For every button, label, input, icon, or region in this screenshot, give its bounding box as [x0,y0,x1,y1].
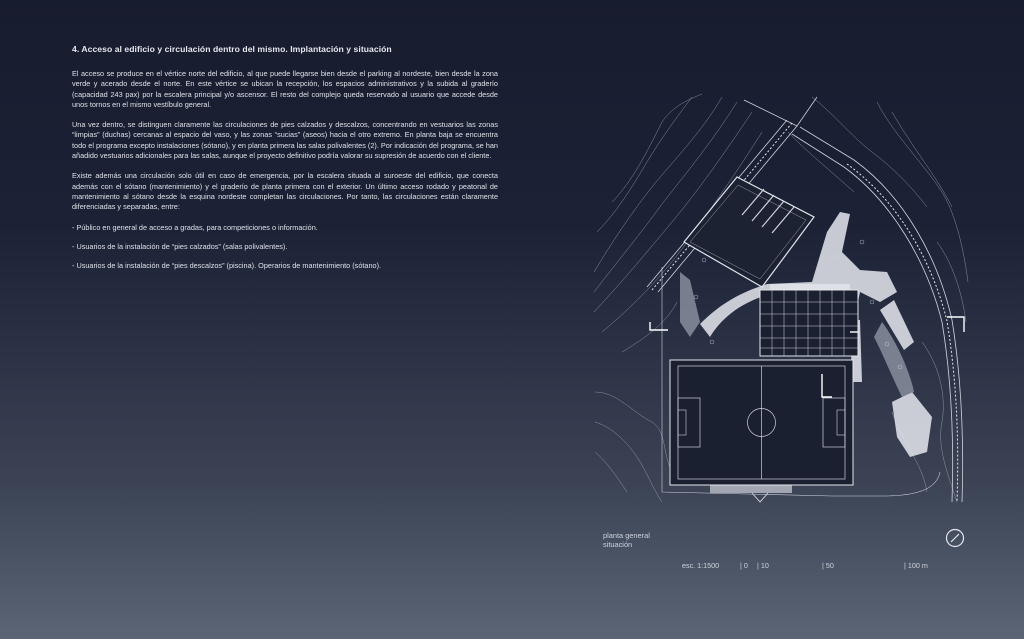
list-item-barefoot-users: - Usuarios de la instalación de “pies descalzos” (piscina). Operarios de mantenimiento (sótano). [72,261,382,271]
section-heading: 4. Acceso al edificio y circulación dentro del mismo. Implantación y situación [72,44,392,54]
paragraph-access: El acceso se produce en el vértice norte del edificio, al que puede llegarse bien desde el parking al nordeste, bien desde la zona verde y acerado desde el norte. En este vértice se ubican la recepción, los espacios administrativos y la subida al graderío (capacidad 243 pax) por la escalera principal y/o ascensor. El resto del complejo queda reservado al usuario que accede desde unos tornos en el mismo vestíbulo general. [72,69,498,109]
paragraph-emergency: Existe además una circulación solo útil en caso de emergencia, por la escalera situada al suroeste del edificio, que conecta además con el sótano (mantenimiento) y el graderío de planta primera con el exterior. Un último acceso rodado y peatonal de mantenimiento al sótano desde la esquina nordeste completan las circulaciones. Por tanto, las circulaciones están claramente diferenciadas y separadas, entre: [72,171,498,212]
north-arrow-icon [945,528,965,548]
football-field [670,360,853,502]
text-column [72,44,498,280]
scale-mark-100: | 100 m [904,561,928,570]
scale-mark-0: | 0 [740,561,748,570]
scale-mark-50: | 50 [822,561,834,570]
site-plan-drawing [592,92,970,512]
list-item-shod-users: - Usuarios de la instalación de “pies calzados” (salas polivalentes). [72,241,288,251]
scale-label: esc. 1:1500 [682,561,720,570]
plan-caption [603,531,650,549]
paragraph-circulation: Una vez dentro, se distinguen claramente las circulaciones de pies calzados y descalzos, concentrando en vestuarios las zonas “limpias” (duchas) cercanas al espacio del vaso, y las zonas “sucias” (aseos) hacia el otro extremo. En planta baja se encuentra todo el programa excepto instalaciones (sótano), y en planta primera las salas polivalentes (2). Por indicación del programa, se han añadido vestuarios adicionales para las salas, aunque el proyecto definitivo podría valorar su supresión de acuerdo con el cliente. [72,120,498,161]
main-building [760,284,858,356]
scale-mark-10: | 10 [757,561,769,570]
list-item-public: - Público en general de acceso a gradas, para competiciones o información. [72,222,318,232]
plan-caption-title: planta general [603,531,650,540]
pool-building [684,177,814,287]
plan-caption-subtitle: situación [603,540,633,549]
